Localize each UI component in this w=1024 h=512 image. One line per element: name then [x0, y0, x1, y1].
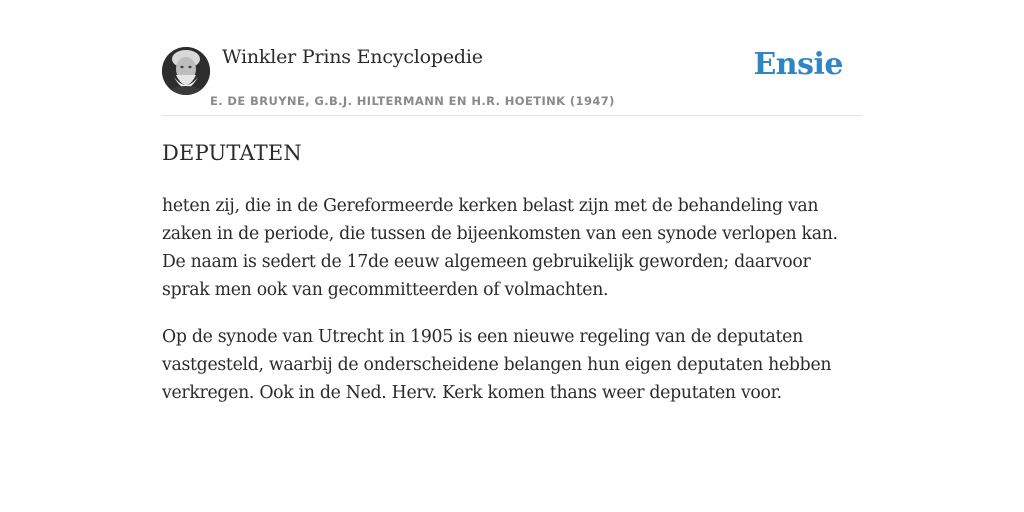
page: [162, 0, 862, 403]
source-title[interactable]: Winkler Prins Encyclopedie: [222, 46, 483, 68]
source-avatar[interactable]: [162, 47, 210, 95]
brand-logo[interactable]: Ensie: [753, 47, 843, 82]
entry-paragraph: heten zij, die in de Gereformeerde kerken belast zijn met de behandeling van zaken in de periode, die tussen de bijeenkomsten van een synode verlopen kan. De naam is sedert de 17de eeuw algemeen gebruikelijk geworden; daarvoor sprak men ook van gecommitteerden of volmachten.: [162, 196, 838, 300]
entry-body: [162, 192, 862, 426]
entry-paragraph: Op de synode van Utrecht in 1905 is een nieuwe regeling van de deputaten vastgesteld, waarbij de onderscheidene belangen hun eigen deputaten hebben verkregen. Ook in de Ned. Herv. Kerk komen thans weer deputaten voor.: [162, 327, 832, 403]
entry-title: DEPUTATEN: [162, 141, 303, 165]
source-header: [162, 0, 862, 116]
source-authors: E. DE BRUYNE, G.B.J. HILTERMANN EN H.R. HOETINK (1947): [210, 94, 615, 108]
portrait-icon: [162, 47, 210, 95]
